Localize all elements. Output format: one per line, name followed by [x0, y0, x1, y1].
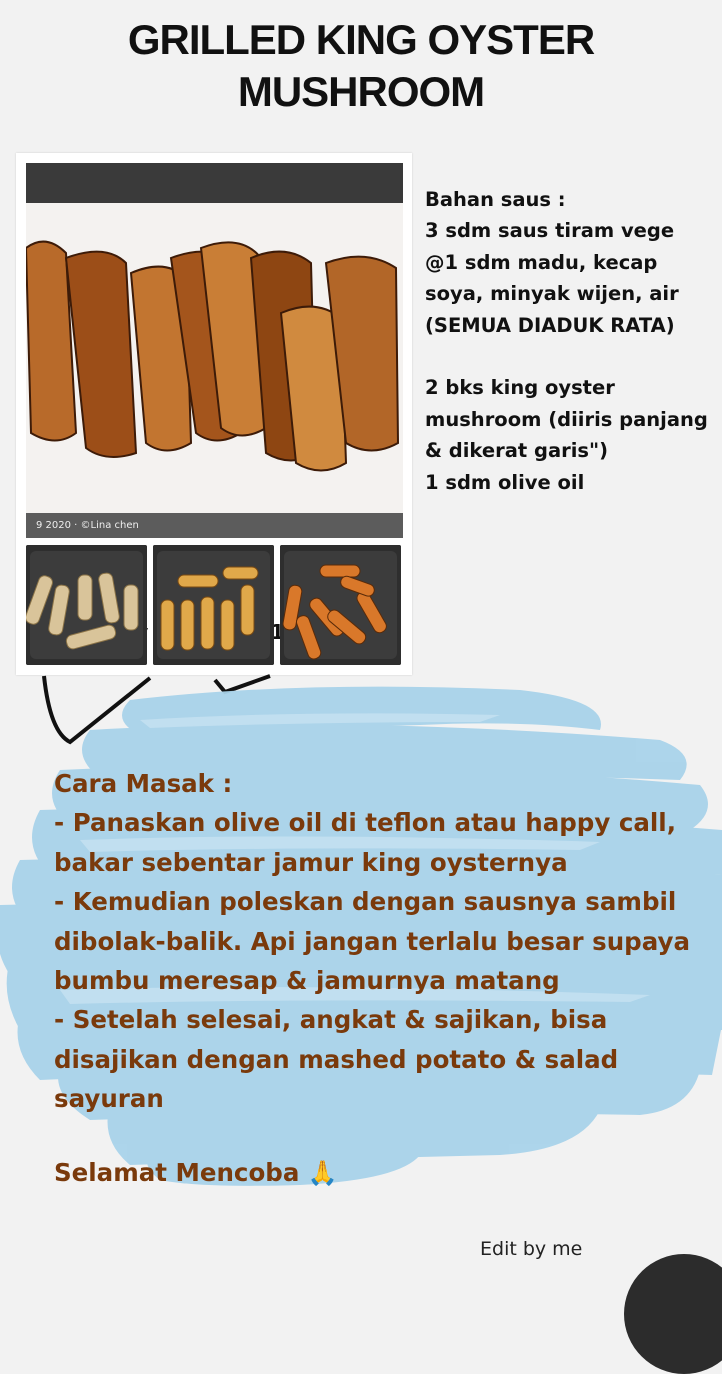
- ingredient-line: & dikerat garis"): [425, 439, 609, 463]
- thumb-glazed: [280, 545, 401, 665]
- method-heading: Cara Masak :: [54, 769, 233, 798]
- ingredients-list: [425, 184, 722, 498]
- ingredient-line: (SEMUA DIADUK RATA): [425, 313, 675, 337]
- ingredient-line: @1 sdm madu, kecap: [425, 250, 658, 274]
- method-line: - Panaskan olive oil di teflon atau happy call,: [54, 808, 676, 838]
- closing-line: [54, 1158, 338, 1187]
- title-line-2: MUSHROOM: [237, 68, 485, 115]
- method-line: - Kemudian poleskan dengan sausnya sambil: [54, 887, 677, 917]
- floating-action-button[interactable]: [624, 1254, 722, 1374]
- ingredient-line: 2 bks king oyster: [425, 376, 615, 400]
- edit-credit: Edit by me: [480, 1238, 583, 1260]
- main-photo: [26, 163, 403, 538]
- thumb-raw: [26, 545, 147, 665]
- thumb-grilling: [153, 545, 274, 665]
- ingredient-spacer: [425, 341, 722, 372]
- title-line-1: GRILLED KING OYSTER: [127, 16, 595, 63]
- method-line: bumbu meresap & jamurnya matang: [54, 965, 560, 995]
- photo-watermark: 9 2020 · ©Lina chen: [36, 520, 139, 531]
- ingredient-line: 1 sdm olive oil: [425, 470, 585, 494]
- ingredient-line: 3 sdm saus tiram vege: [425, 219, 675, 243]
- photo-collage[interactable]: [16, 153, 412, 675]
- page-title: [0, 14, 722, 118]
- method-line: sayuran: [54, 1084, 164, 1114]
- method-line: disajikan dengan mashed potato & salad: [54, 1044, 619, 1074]
- method-line: bakar sebentar jamur king oysternya: [54, 847, 568, 877]
- cooking-method: [54, 764, 714, 1119]
- ingredient-line: soya, minyak wijen, air: [425, 282, 679, 306]
- closing-text: Selamat Mencoba: [54, 1158, 300, 1187]
- method-line: dibolak-balik. Api jangan terlalu besar supaya: [54, 926, 690, 956]
- method-line: - Setelah selesai, angkat & sajikan, bisa: [54, 1005, 608, 1035]
- ingredient-line: Bahan saus :: [425, 188, 566, 211]
- ingredient-line: mushroom (diiris panjang: [425, 407, 708, 431]
- praying-hands-icon: 🙏: [307, 1159, 338, 1187]
